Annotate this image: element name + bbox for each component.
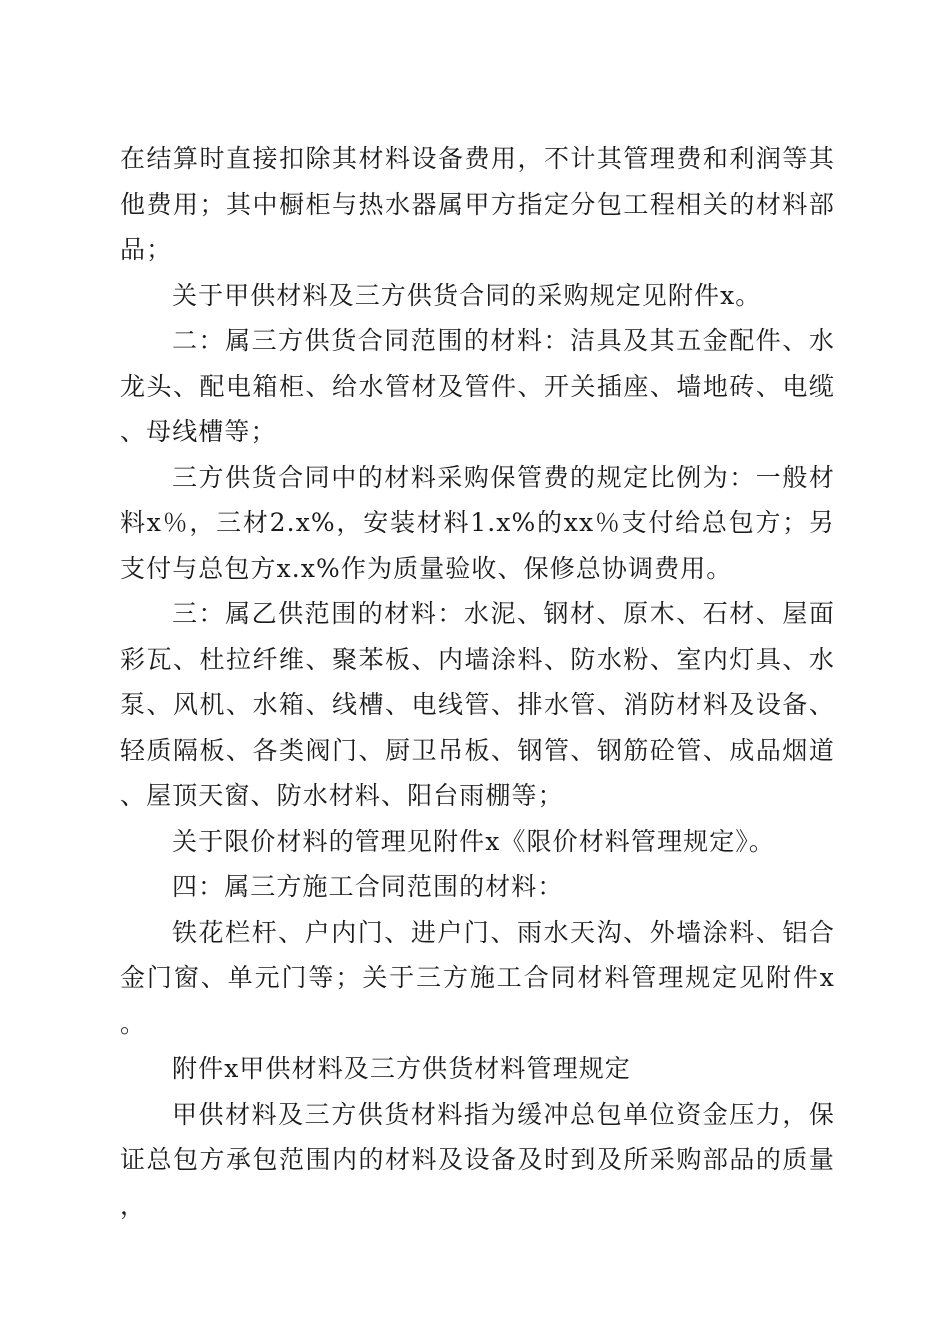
paragraph-price-limit-reference: 关于限价材料的管理见附件x《限价材料管理规定》。 — [172, 826, 776, 856]
paragraph-section-four: 四：属三方施工合同范围的材料： — [172, 872, 564, 901]
document-body — [120, 136, 835, 1228]
paragraph-section-two: 二：属三方供货合同范围的材料：洁具及其五金配件、水龙头、配电箱柜、给水管材及管件、开关插座、墙地砖、电缆、母线槽等； — [120, 326, 835, 446]
paragraph-appendix-title: 附件x甲供材料及三方供货材料管理规定 — [172, 1054, 631, 1083]
paragraph-appendix-body: 甲供材料及三方供货材料指为缓冲总包单位资金压力，保证总包方承包范围内的材料及设备及时到及所采购部品的质量， — [120, 1099, 835, 1220]
paragraph-procurement-reference: 关于甲供材料及三方供货合同的采购规定见附件x。 — [172, 280, 762, 310]
paragraph-storage-fee: 三方供货合同中的材料采购保管费的规定比例为：一般材料x％，三材2.x%，安装材料1.x%的xx％支付给总包方；另支付与总包方x.x%作为质量验收、保修总协调费用。 — [120, 462, 835, 583]
paragraph-settlement: 在结算时直接扣除其材料设备费用，不计其管理费和利润等其他费用；其中橱柜与热水器属甲方指定分包工程相关的材料部品； — [120, 144, 835, 264]
paragraph-construction-materials: 铁花栏杆、户内门、进户门、雨水天沟、外墙涂料、铝合金门窗、单元门等；关于三方施工合同材料管理规定见附件x。 — [120, 917, 835, 1038]
paragraph-section-three: 三：属乙供范围的材料：水泥、钢材、原木、石材、屋面彩瓦、杜拉纤维、聚苯板、内墙涂料、防水粉、室内灯具、水泵、风机、水箱、线槽、电线管、排水管、消防材料及设备、轻质隔板、各类阀门、厨卫吊板、钢管、钢筋砼管、成品烟道、屋顶天窗、防水材料、阳台雨棚等； — [120, 599, 835, 810]
